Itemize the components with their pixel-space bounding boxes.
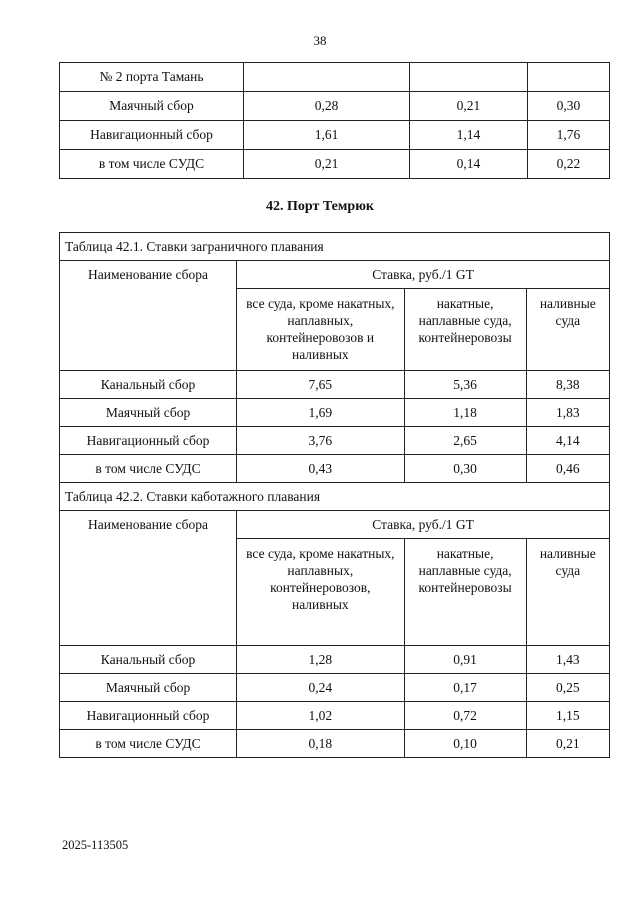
rate-cell: 1,43 — [526, 646, 609, 674]
footer-document-code: 2025-113505 — [62, 838, 129, 852]
table-caption: Таблица 42.1. Ставки заграничного плавания — [60, 233, 610, 261]
page-number: 38 — [313, 33, 327, 48]
fee-name-cell: Канальный сбор — [60, 371, 237, 399]
rate-cell — [244, 63, 410, 92]
table-row — [60, 730, 610, 758]
fee-name-cell: в том числе СУДС — [60, 730, 237, 758]
rate-cell: 3,76 — [237, 427, 405, 455]
rate-cell: 0,18 — [237, 730, 405, 758]
table-caption: Таблица 42.2. Ставки каботажного плавания — [60, 483, 610, 511]
rate-cell: 0,22 — [527, 150, 609, 179]
fee-name-cell: Маячный сбор — [60, 399, 237, 427]
fee-name-cell: Маячный сбор — [60, 674, 237, 702]
rate-cell: 0,28 — [244, 92, 410, 121]
fee-name-cell: Навигационный сбор — [60, 427, 237, 455]
section-title: 42. Порт Темрюк — [266, 199, 374, 214]
subheader-all-vessels: все суда, кроме накатных, наплавных, контейнеровозов и наливных — [237, 289, 405, 371]
header-fee-name: Наименование сбора — [60, 511, 237, 646]
rate-cell: 0,21 — [410, 92, 528, 121]
subheader-roro-vessels: накатные, наплавные суда, контейнеровозы — [404, 539, 526, 646]
rate-cell: 1,15 — [526, 702, 609, 730]
rate-cell: 5,36 — [404, 371, 526, 399]
fee-name-cell: в том числе СУДС — [60, 150, 244, 179]
rate-cell: 7,65 — [237, 371, 405, 399]
rate-cell: 0,72 — [404, 702, 526, 730]
table-caption-row — [60, 233, 610, 261]
subheader-tankers: наливные суда — [526, 289, 609, 371]
rate-cell — [410, 63, 528, 92]
fee-name-cell: Канальный сбор — [60, 646, 237, 674]
fee-name-cell: Навигационный сбор — [60, 702, 237, 730]
rate-cell: 1,76 — [527, 121, 609, 150]
subheader-roro-vessels: накатные, наплавные суда, контейнеровозы — [404, 289, 526, 371]
header-fee-name: Наименование сбора — [60, 261, 237, 371]
rate-cell: 1,28 — [237, 646, 405, 674]
rate-cell: 1,14 — [410, 121, 528, 150]
rate-cell — [527, 63, 609, 92]
table-header-row — [60, 261, 610, 289]
rate-cell: 1,18 — [404, 399, 526, 427]
rate-cell: 0,25 — [526, 674, 609, 702]
table-caption-row — [60, 483, 610, 511]
rate-cell: 0,14 — [410, 150, 528, 179]
tamman-port-table — [59, 62, 610, 179]
fee-name-cell: Навигационный сбор — [60, 121, 244, 150]
rate-cell: 8,38 — [526, 371, 609, 399]
rate-cell: 0,24 — [237, 674, 405, 702]
fee-name-cell: в том числе СУДС — [60, 455, 237, 483]
rate-cell: 0,17 — [404, 674, 526, 702]
table-row — [60, 455, 610, 483]
table-row — [60, 92, 610, 121]
rate-cell: 2,65 — [404, 427, 526, 455]
temryuk-rates-table — [59, 232, 610, 758]
rate-cell: 0,10 — [404, 730, 526, 758]
rate-cell: 0,91 — [404, 646, 526, 674]
table-row — [60, 427, 610, 455]
table-row — [60, 399, 610, 427]
table-row — [60, 150, 610, 179]
rate-cell: 1,61 — [244, 121, 410, 150]
rate-cell: 1,83 — [526, 399, 609, 427]
rate-cell: 0,21 — [244, 150, 410, 179]
rate-cell: 4,14 — [526, 427, 609, 455]
fee-name-cell: Маячный сбор — [60, 92, 244, 121]
rate-cell: 0,46 — [526, 455, 609, 483]
subheader-all-vessels: все суда, кроме накатных, наплавных, контейнеровозов, наливных — [237, 539, 405, 646]
header-rate: Ставка, руб./1 GT — [237, 261, 610, 289]
table-row — [60, 674, 610, 702]
rate-cell: 1,02 — [237, 702, 405, 730]
rate-cell: 0,43 — [237, 455, 405, 483]
table-row — [60, 371, 610, 399]
rate-cell: 1,69 — [237, 399, 405, 427]
table-row — [60, 702, 610, 730]
header-rate: Ставка, руб./1 GT — [237, 511, 610, 539]
table-row — [60, 121, 610, 150]
table-row — [60, 63, 610, 92]
rate-cell: 0,21 — [526, 730, 609, 758]
table-row — [60, 646, 610, 674]
rate-cell: 0,30 — [527, 92, 609, 121]
subheader-tankers: наливные суда — [526, 539, 609, 646]
rate-cell: 0,30 — [404, 455, 526, 483]
table-header-row — [60, 511, 610, 539]
fee-name-cell: № 2 порта Тамань — [60, 63, 244, 92]
